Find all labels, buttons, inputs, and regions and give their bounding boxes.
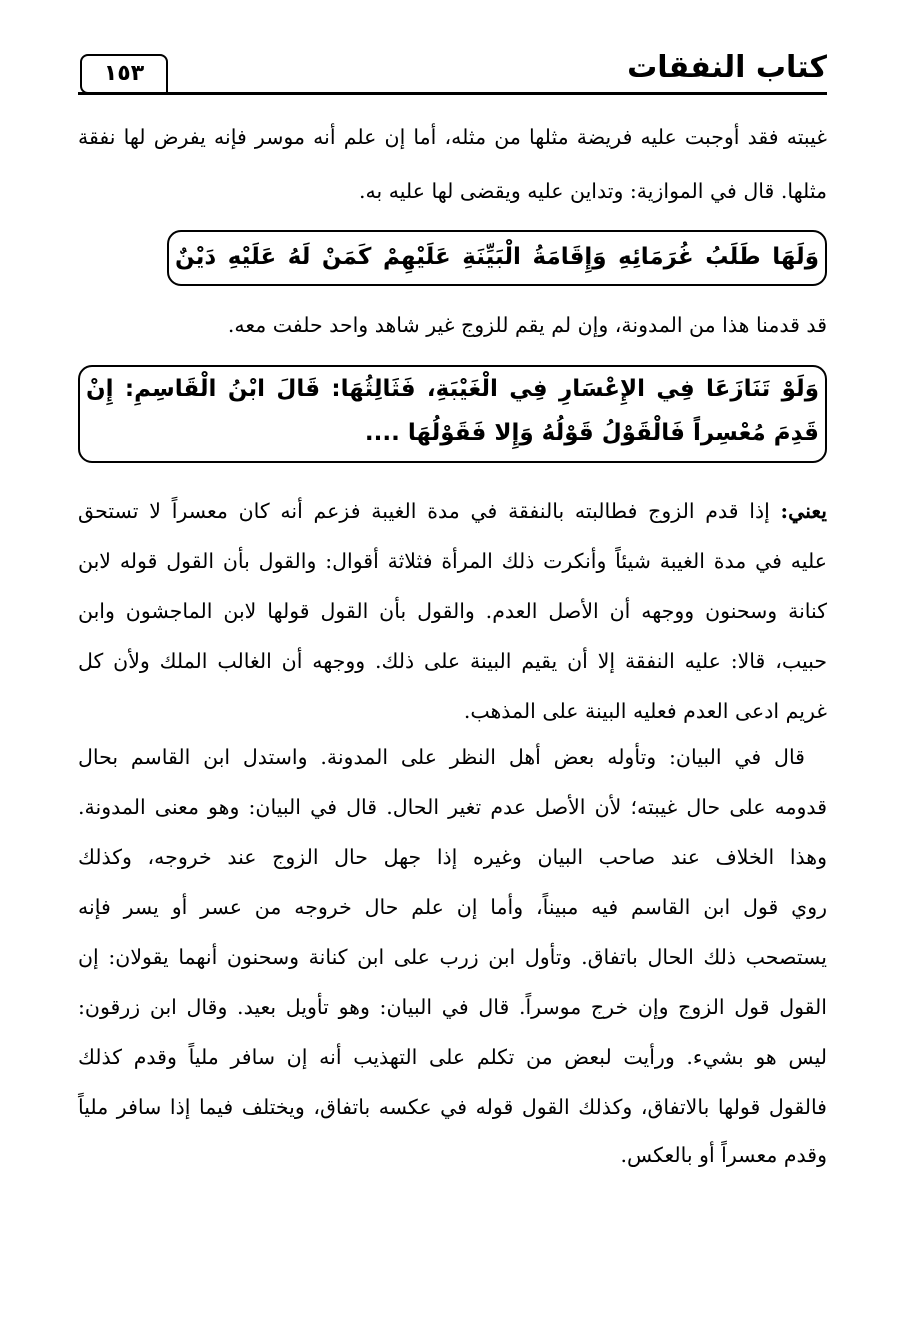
text-span: إذا قدم الزوج فطالبته بالنفقة في مدة الغيبة فزعم أنه كان معسراً لا تستحق bbox=[78, 499, 770, 523]
matn-line: قَدِمَ مُعْسِراً فَالْقَوْلُ قَوْلُهُ وَإِلا فَقَوْلُهَا .... bbox=[364, 420, 819, 446]
lead-word: يعني: bbox=[780, 499, 827, 523]
text-line: مثلها. قال في الموازية: وتداين عليه ويقضى لها عليه به. bbox=[359, 179, 827, 203]
matn-box-1: وَلَهَا طَلَبُ غُرَمَائِهِ وَإِقَامَةُ الْبَيِّنَةِ عَلَيْهِمْ كَمَنْ لَهُ عَلَيْهِ دَيْنٌ bbox=[167, 230, 827, 286]
text-line: غريم ادعى العدم فعليه البينة على المذهب. bbox=[463, 699, 827, 723]
text-line: القول قول الزوج وإن خرج موسراً. قال في البيان: وهو تأويل بعيد. وقال ابن زرقون: bbox=[78, 995, 827, 1019]
text-line bbox=[78, 496, 827, 526]
chapter-title: كتاب النفقات bbox=[627, 50, 827, 85]
text-line: قدومه على حال غيبته؛ لأن الأصل عدم تغير الحال. قال في البيان: وهو معنى المدونة. bbox=[78, 795, 827, 819]
matn-line: وَلَوْ تَنَازَعَا فِي الإِعْسَارِ فِي الْغَيْبَةِ، فَثَالِثُهَا: قَالَ ابْنُ الْقَاسِمِ: إِنْ bbox=[86, 376, 819, 402]
text-line: كنانة وسحنون ووجهه أن الأصل العدم. والقول بأن القول قولها لابن الماجشون وابن bbox=[78, 599, 827, 623]
page-number: ١٥٣ bbox=[80, 54, 168, 94]
text-line: وهذا الخلاف عند صاحب البيان وغيره إذا جهل حال الزوج عند خروجه، وكذلك bbox=[78, 845, 827, 869]
text-line: روي قول ابن القاسم فيه مبيناً، وأما إن علم حال خروجه من عسر أو يسر فإنه bbox=[78, 895, 827, 919]
text-line: قد قدمنا هذا من المدونة، وإن لم يقم للزوج غير شاهد واحد حلفت معه. bbox=[227, 313, 827, 337]
text-line: عليه في مدة الغيبة شيئاً وأنكرت ذلك المرأة فثلاثة أقوال: والقول بأن القول قوله لابن bbox=[78, 549, 827, 573]
text-line: حبيب، قالا: عليه النفقة إلا أن يقيم البينة على ذلك. ووجهه أن الغالب الملك ولأن كل bbox=[78, 649, 827, 673]
header-rule bbox=[78, 92, 827, 95]
text-line: وقدم معسراً أو بالعكس. bbox=[620, 1143, 827, 1167]
text-line: غيبته فقد أوجبت عليه فريضة مثلها من مثله، أما إن علم أنه موسر فإنه يفرض لها نفقة bbox=[78, 125, 827, 149]
text-line: ليس هو بشيء. ورأيت لبعض من تكلم على التهذيب أنه إن سافر ملياً وقدم كذلك bbox=[78, 1045, 827, 1069]
text-line: يستصحب ذلك الحال باتفاق. وتأول ابن زرب على ابن كنانة وسحنون أنهما يقولان: إن bbox=[78, 945, 827, 969]
matn-box-2 bbox=[78, 365, 827, 463]
text-line: فالقول قولها بالاتفاق، وكذلك القول قوله في عكسه باتفاق، ويختلف فيما إذا سافر ملياً bbox=[78, 1095, 827, 1119]
text-line: قال في البيان: وتأوله بعض أهل النظر على المدونة. واستدل ابن القاسم بحال bbox=[78, 745, 805, 769]
